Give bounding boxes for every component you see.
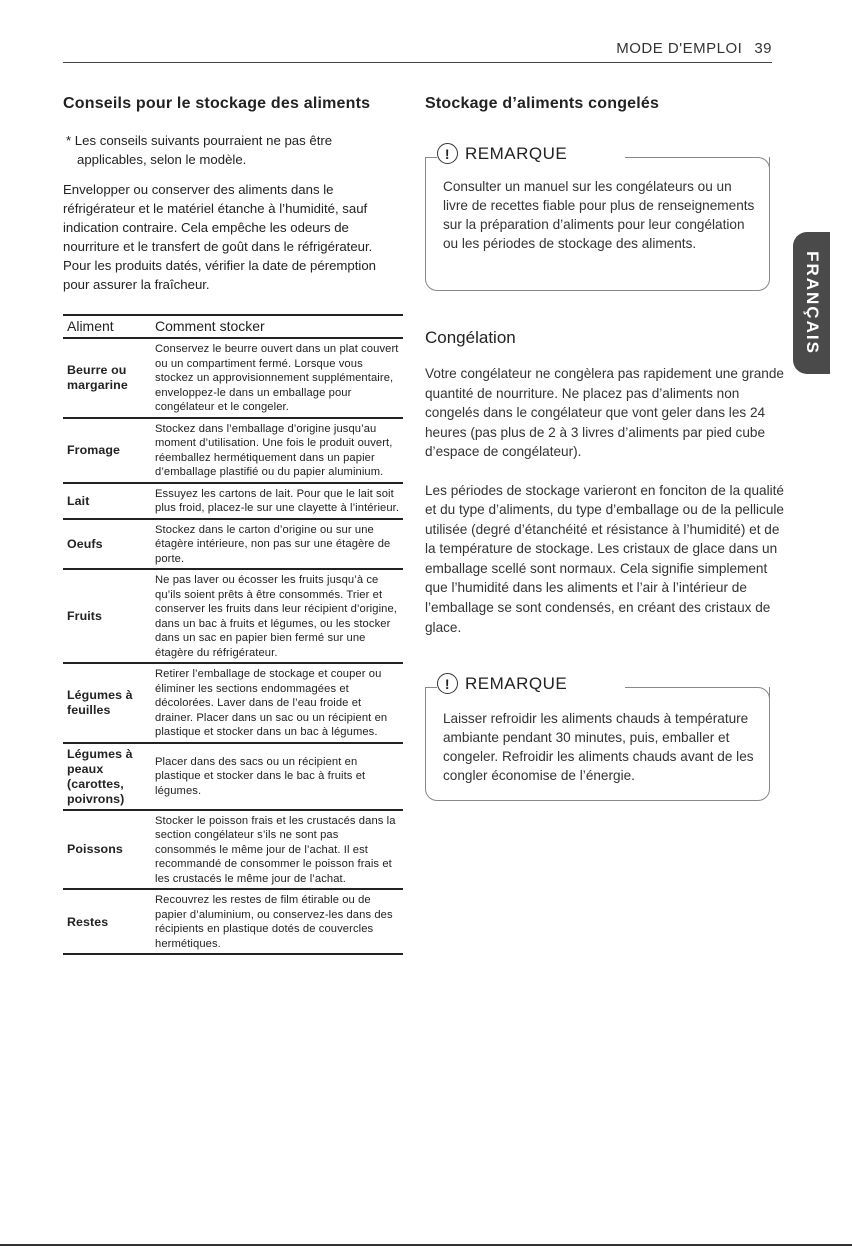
running-header — [616, 40, 772, 57]
page-bottom-rule — [0, 1244, 852, 1246]
storage-text: Stockez dans le carton d’origine ou sur une étagère intérieure, non pas sur une étagère de porte. — [151, 519, 403, 570]
note-top-line — [625, 157, 758, 158]
freezing-title: Congélation — [425, 328, 516, 347]
column-header-how: Comment stocker — [151, 315, 403, 338]
note-top-line — [425, 687, 437, 688]
freezing-paragraph-1: Votre congélateur ne congèlera pas rapidement une grande quantité de nourriture. Ne placez pas d’aliments non congelés dans le congélateur que vont geler dans les 24 heures (pas plus de 2 à 3 livres d’aliments par pied cube d’espace de congélateur). — [425, 366, 784, 459]
food-name: Oeufs — [63, 519, 151, 570]
food-name: Restes — [63, 889, 151, 954]
table-header-row — [63, 315, 403, 338]
note-box-1 — [425, 143, 770, 291]
right-column — [425, 95, 790, 801]
storage-text: Stockez dans l’emballage d’origine jusqu’au moment d’utilisation. Une fois le produit ouvert, réemballez hermétiquement dans un papier d’emballage plastifié ou du papier aluminium. — [151, 418, 403, 483]
intro-paragraph: Envelopper ou conserver des aliments dans le réfrigérateur et le matériel étanche à l’humidité, sauf indication contraire. Cela empêche les odeurs de nourriture et le transfert de goût dans le réfrigérateur. Pour les produits datés, vérifier la date de péremption pour assurer la fraîcheur. — [63, 182, 377, 292]
running-title: MODE D'EMPLOI — [616, 40, 743, 57]
note-label-text: REMARQUE — [465, 143, 568, 163]
page-header — [63, 40, 772, 63]
table-row — [63, 569, 403, 663]
storage-text: Recouvrez les restes de film étirable ou de papier d’aluminium, ou conservez-les dans des récipients en plastique dotés de couvercles hermétiques. — [151, 889, 403, 954]
note-box-2 — [425, 673, 770, 801]
storage-tips-title: Conseils pour le stockage des aliments — [63, 95, 371, 112]
food-name: Fromage — [63, 418, 151, 483]
storage-text: Stocker le poisson frais et les crustacés dans la section congélateur s’ils ne sont pas consommés le même jour de l’achat. Il est recommandé de consommer le poisson frais et les crustacés le même jour de l’achat. — [151, 810, 403, 890]
food-name: Lait — [63, 483, 151, 519]
table-row — [63, 418, 403, 483]
note-top-line — [425, 157, 437, 158]
note-top-line — [625, 687, 758, 688]
language-tab-label: FRANÇAIS — [802, 251, 822, 355]
table-row — [63, 519, 403, 570]
freezing-paragraph-2: Les périodes de stockage varieront en fonciton de la qualité et du type d’aliments, du type d’emballage ou de la pellicule utilisée (degré d’étanchéité et résistance à l’humidité) et de la température de stockage. Les cristaux de glace dans un emballage scellé sont normaux. Cela signifie simplement que l’humidité dans les aliments et l’air à l’intérieur de l’emballage se sont condensés, en créant des cristaux de glace. — [425, 482, 784, 635]
note-text: Laisser refroidir les aliments chauds à température ambiante pendant 30 minutes, puis, emballer et congeler. Refroidir les aliments chauds avant de les congler économise de l’énergie. — [443, 711, 754, 784]
table-row — [63, 810, 403, 890]
food-name: Beurre ou margarine — [63, 338, 151, 418]
food-name: Fruits — [63, 569, 151, 663]
table-row — [63, 889, 403, 954]
table-row — [63, 338, 403, 418]
table-row — [63, 483, 403, 519]
left-column — [63, 95, 403, 955]
food-name: Légumes à peaux (carottes, poivrons) — [63, 743, 151, 810]
storage-text: Ne pas laver ou écosser les fruits jusqu’à ce qu’ils soient prêts à être consommés. Trier et conserver les fruits dans leur récipient d’origine, dans un bac à fruits et légumes, ou les stocker dans un sac en papier bien fermé sur une étagère du réfrigérateur. — [151, 569, 403, 663]
model-note: * Les conseils suivants pourraient ne pas être applicables, selon le modèle. — [66, 133, 333, 167]
table-row — [63, 663, 403, 743]
exclamation-circle-icon: ! — [437, 673, 458, 694]
note-label — [437, 673, 573, 694]
food-storage-table — [63, 314, 403, 955]
frozen-storage-title: Stockage d’aliments congelés — [425, 95, 660, 112]
storage-text: Placer dans des sacs ou un récipient en plastique et stocker dans le bac à fruits et légumes. — [151, 743, 403, 810]
storage-text: Retirer l’emballage de stockage et couper ou éliminer les sections endommagées et décolorées. Laver dans de l’eau froide et drainer. Placer dans un sac ou un récipient en plastique et stocker dans un bac à légumes. — [151, 663, 403, 743]
exclamation-circle-icon: ! — [437, 143, 458, 164]
food-name: Légumes à feuilles — [63, 663, 151, 743]
language-tab — [793, 232, 830, 374]
storage-text: Conservez le beurre ouvert dans un plat couvert ou un compartiment fermé. Lorsque vous stockez un approvisionnement supplémentaire, enveloppez-le dans un emballage pour congélateur et le congeler. — [151, 338, 403, 418]
column-header-food: Aliment — [63, 315, 151, 338]
food-name: Poissons — [63, 810, 151, 890]
note-text: Consulter un manuel sur les congélateurs ou un livre de recettes fiable pour plus de renseignements sur la préparation d’aliments pour leur congélation ou les périodes de stockage des aliments. — [443, 179, 755, 251]
page-number: 39 — [754, 40, 772, 57]
storage-text: Essuyez les cartons de lait. Pour que le lait soit plus froid, placez-le sur une clayette à l’intérieur. — [151, 483, 403, 519]
note-label-text: REMARQUE — [465, 673, 568, 693]
note-label — [437, 143, 573, 164]
table-row — [63, 743, 403, 810]
